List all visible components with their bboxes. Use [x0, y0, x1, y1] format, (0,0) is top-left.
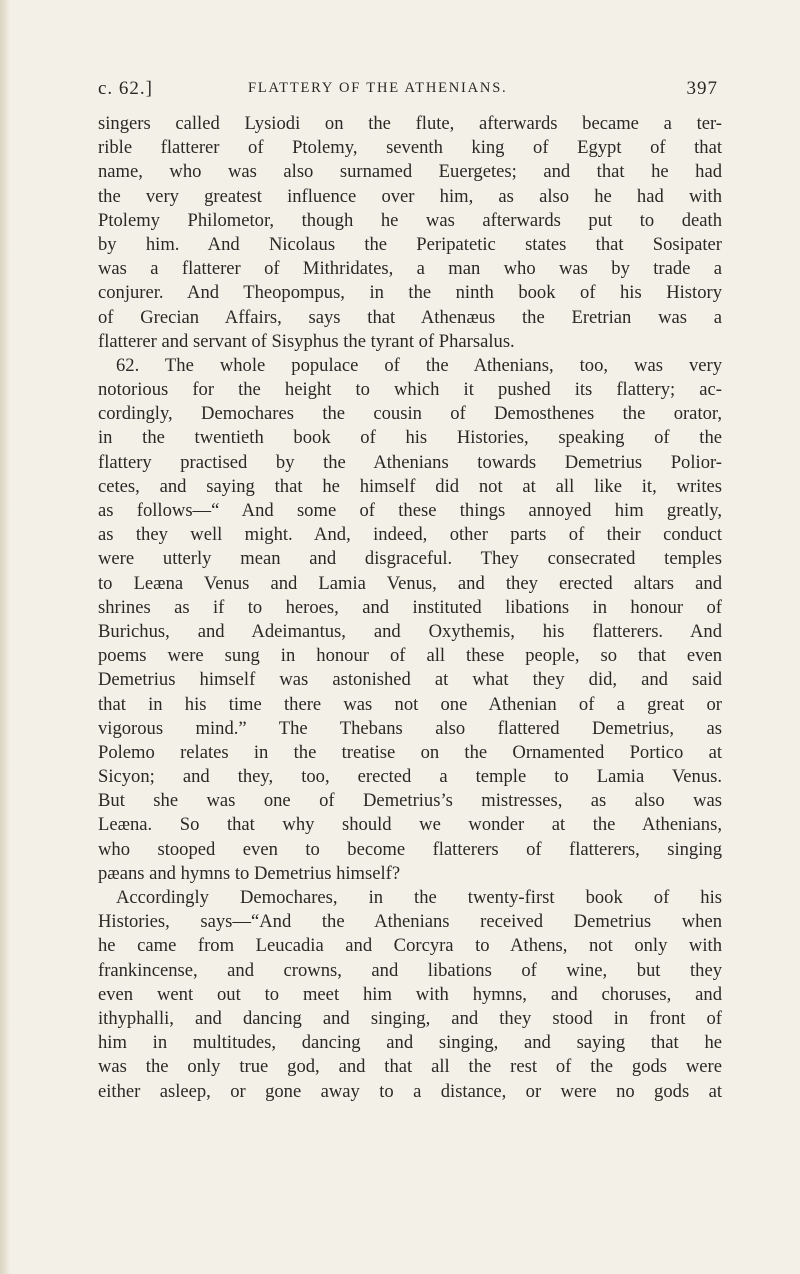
text-line: Polemo relates in the treatise on the Ornamented Portico at: [98, 741, 722, 763]
text-line: Leæna. So that why should we wonder at the Athenians,: [98, 814, 722, 836]
text-line: Demetrius himself was astonished at what they did, and said: [98, 669, 722, 691]
text-line: the very greatest influence over him, as also he had with: [98, 185, 722, 207]
text-line: flatterer and servant of Sisyphus the tyrant of Pharsalus.: [98, 330, 515, 352]
text-line: was a flatterer of Mithridates, a man who was by trade a: [98, 258, 722, 280]
text-line: that in his time there was not one Athenian of a great or: [98, 693, 722, 715]
page-title: FLATTERY OF THE ATHENIANS.: [248, 80, 508, 96]
text-line: was the only true god, and that all the rest of the gods were: [98, 1056, 722, 1078]
page-number: 397: [686, 78, 718, 99]
paragraph-start-line: Accordingly Demochares, in the twenty-first book of his: [116, 887, 722, 908]
text-line: as follows—“ And some of these things annoyed him greatly,: [98, 500, 722, 521]
binding-edge: [0, 0, 10, 1274]
text-line: as they well might. And, indeed, other parts of their conduct: [98, 524, 722, 546]
section-marker: c. 62.]: [98, 78, 154, 99]
text-line: he came from Leucadia and Corcyra to Athens, not only with: [98, 935, 722, 957]
body-text: [98, 112, 722, 1104]
text-line: poems were sung in honour of all these people, so that even: [98, 645, 722, 667]
text-line: frankincense, and crowns, and libations of wine, but they: [98, 959, 722, 981]
text-line: notorious for the height to which it pushed its flattery; ac-: [98, 379, 722, 401]
text-line: pæans and hymns to Demetrius himself?: [98, 862, 401, 884]
text-line: even went out to meet him with hymns, and choruses, and: [98, 983, 722, 1005]
text-line: who stooped even to become flatterers of flatterers, singing: [98, 838, 722, 860]
text-line: But she was one of Demetrius’s mistresses, as also was: [98, 790, 722, 812]
text-line: to Leæna Venus and Lamia Venus, and they erected altars and: [98, 572, 722, 594]
text-line: Histories, says—“And the Athenians received Demetrius when: [98, 911, 722, 933]
text-line: name, who was also surnamed Euergetes; and that he had: [98, 161, 722, 183]
text-line: singers called Lysiodi on the flute, afterwards became a ter-: [98, 113, 722, 134]
text-line: either asleep, or gone away to a distance, or were no gods at: [98, 1080, 722, 1102]
text-line: cordingly, Demochares the cousin of Demosthenes the orator,: [98, 403, 722, 425]
text-line: cetes, and saying that he himself did not at all like it, writes: [98, 475, 722, 497]
text-line: shrines as if to heroes, and instituted libations in honour of: [98, 596, 722, 618]
text-line: rible flatterer of Ptolemy, seventh king of Egypt of that: [98, 137, 722, 159]
text-line: Ptolemy Philometor, though he was afterwards put to death: [98, 209, 722, 231]
text-line: in the twentieth book of his Histories, speaking of the: [98, 427, 722, 449]
text-line: by him. And Nicolaus the Peripatetic states that Sosipater: [98, 233, 722, 255]
text-line: vigorous mind.” The Thebans also flattered Demetrius, as: [98, 717, 722, 739]
text-line: flattery practised by the Athenians towards Demetrius Polior-: [98, 451, 722, 473]
text-line: him in multitudes, dancing and singing, and saying that he: [98, 1032, 722, 1054]
text-line: Burichus, and Adeimantus, and Oxythemis, his flatterers. And: [98, 620, 722, 642]
text-line: of Grecian Affairs, says that Athenæus the Eretrian was a: [98, 306, 722, 328]
paragraph-start-line: 62. The whole populace of the Athenians, too, was very: [116, 354, 722, 376]
running-head: [98, 78, 718, 108]
text-line: Sicyon; and they, too, erected a temple to Lamia Venus.: [98, 766, 722, 788]
text-line: were utterly mean and disgraceful. They consecrated temples: [98, 548, 722, 570]
text-line: conjurer. And Theopompus, in the ninth book of his History: [98, 282, 722, 304]
text-line: ithyphalli, and dancing and singing, and they stood in front of: [98, 1007, 722, 1029]
